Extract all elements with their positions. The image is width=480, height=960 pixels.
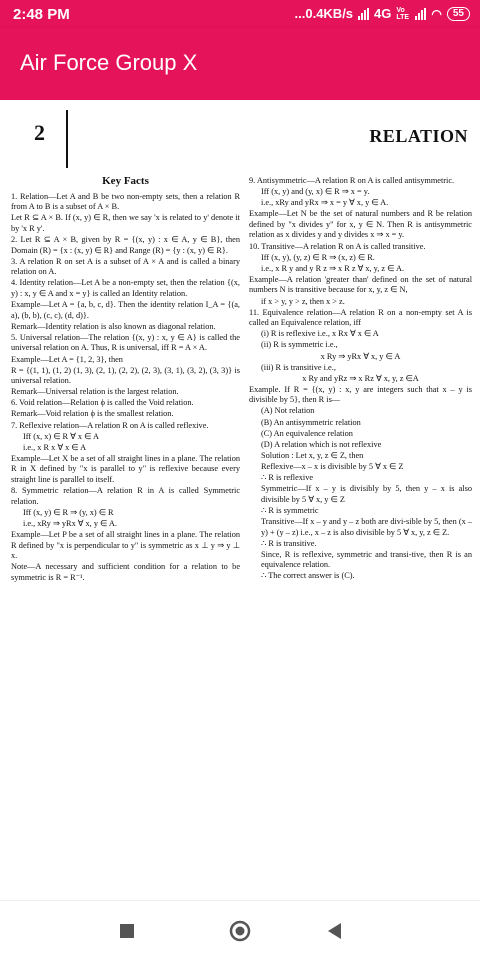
wifi-icon: ◠	[431, 6, 442, 21]
text-paragraph: if x > y, y > z, then x > z.	[261, 296, 345, 306]
status-bar	[0, 0, 480, 28]
text-paragraph: 6. Void relation—Relation ϕ is called the Void relation.	[11, 398, 194, 408]
text-paragraph: Symmetric—If x – y is divisibly by 5, then y – x is also divisible by 5 ∀ x, y ∈ Z	[261, 484, 472, 504]
text-paragraph: 7. Reflexive relation—A relation R on A is called reflexive.	[11, 420, 209, 430]
text-paragraph: 11. Equivalence relation—A relation R on a non-empty set A is called an Equivalence relation, iff	[249, 307, 472, 328]
text-paragraph: Iff (x, y), (y, z) ∈ R ⇒ (x, z) ∈ R.	[261, 252, 375, 262]
text-paragraph: Reflexive—x – x is divisible by 5 ∀ x ∈ Z	[261, 461, 404, 471]
text-paragraph: i.e., x R y and y R z ⇒ x R z ∀ x, y, z ∈ A.	[261, 263, 405, 273]
text-paragraph: (D) A relation which is not reflexive	[261, 439, 382, 449]
chapter-number: 2	[34, 120, 45, 145]
text-paragraph: Example—Let X be a set of all straight lines in a plane. The relation R in X defined by "x is parallel to y" is reflexive because every straight line is parallel to itself.	[11, 453, 240, 485]
chapter-title: RELATION	[369, 126, 468, 146]
text-paragraph: 10. Transitive—A relation R on A is called transitive.	[249, 241, 426, 251]
text-paragraph: Remark—Void relation ϕ is the smallest relation.	[11, 409, 174, 419]
text-paragraph: Iff (x, y) ∈ R ⇒ (y, x) ∈ R	[23, 507, 114, 517]
section-heading: Key Facts	[102, 175, 149, 187]
text-paragraph: Example. If R = {(x, y) : x, y are integers such that x – y is divisible by 5}, then R is—	[249, 384, 472, 405]
text-paragraph: (A) Not relation	[261, 406, 315, 416]
home-circle-icon[interactable]	[229, 920, 251, 942]
right-column	[249, 176, 472, 582]
status-time: 2:48 PM	[13, 6, 70, 23]
text-paragraph: ∴ R is symmetric	[261, 505, 319, 515]
text-paragraph: x Ry ⇒ yRx ∀ x, y ∈ A	[320, 351, 401, 361]
text-paragraph: 2. Let R ⊆ A × B, given by R = {(x, y) : x ∈ A, y ∈ B}, then Domain (R) = {x : (x, y) ∈ R} and Range (R) = {y : (x, y) ∈ R}.	[11, 234, 240, 255]
navigation-bar	[0, 900, 480, 960]
text-paragraph: Solution : Let x, y, z ∈ Z, then	[261, 450, 364, 460]
text-paragraph: Iff (x, y) and (y, x) ∈ R ⇒ x = y.	[261, 187, 370, 197]
volte-badge: Vo LTE	[396, 6, 410, 21]
stop-square-icon[interactable]	[116, 920, 138, 942]
text-paragraph: Remark—Identity relation is also known as diagonal relation.	[11, 321, 216, 331]
text-paragraph: x Ry and yRz ⇒ x Rz ∀ x, y, z ∈A	[302, 373, 419, 383]
text-paragraph: 5. Universal relation—The relation {(x, y) : x, y ∈ A} is called the universal relation on A. Thus, R is universal, iff R = A × A.	[11, 332, 240, 353]
app-bar	[0, 28, 480, 100]
text-paragraph: i.e., x R x ∀ x ∈ A	[23, 442, 87, 452]
status-indicators	[295, 6, 470, 21]
signal-icon	[358, 8, 369, 20]
text-paragraph: 8. Symmetric relation—A relation R in A is called Symmetric relation.	[11, 486, 240, 506]
text-paragraph: (ii) R is symmetric i.e.,	[261, 340, 338, 350]
text-paragraph: i.e., xRy and yRx ⇒ x = y ∀ x, y ∈ A.	[261, 198, 389, 208]
text-paragraph: ∴ R is transitive.	[261, 538, 317, 548]
text-paragraph: (C) An equivalence relation	[261, 428, 353, 438]
text-paragraph: ∴ R is reflexive	[261, 473, 314, 483]
text-paragraph: Iff (x, x) ∈ R ∀ x ∈ A	[23, 431, 99, 441]
text-paragraph: Example—Let A = {a, b, c, d}. Then the identity relation I_A = {(a, a), (b, b), (c, c), (d, d)}.	[11, 300, 240, 320]
text-paragraph: 9. Antisymmetric—A relation R on A is called antisymmetric.	[249, 176, 455, 185]
text-paragraph: (iii) R is transitive i.e.,	[261, 362, 336, 372]
text-paragraph: Example—Let A = {1, 2, 3}, then	[11, 354, 123, 364]
text-paragraph: Example—Let N be the set of natural numbers and R be relation defined by "x divides y" for x, y ∈ N. Then R is antisymmetric relation as x divides y and y divides x ⇒ x = y.	[249, 209, 472, 240]
signal-icon-2	[415, 8, 426, 20]
text-paragraph: 3. A relation R on set A is a subset of A × A and is called a binary relation on A.	[11, 256, 240, 277]
text-paragraph: (i) R is reflexive i.e., x Rx ∀ x ∈ A	[261, 329, 379, 339]
text-paragraph: Example—A relation 'greater than' defined on the set of natural numbers N is transitive because for x, y, z ∈ N,	[249, 274, 472, 295]
text-paragraph: 1. Relation—Let A and B be two non-empty sets, then a relation R from A to B is a subset of A × B.	[11, 191, 240, 212]
text-paragraph: Let R ⊆ A × B. If (x, y) ∈ R, then we say 'x is related to y' denote it by 'x R y'.	[11, 213, 240, 233]
text-paragraph: Example—Let P be a set of all straight lines in a plane. The relation R defined by "x is perpendicular to y" is symmetric as x ⊥ y ⇒ y ⊥ x.	[11, 530, 240, 561]
text-paragraph: Transitive—If x – y and y – z both are divi-sible by 5, then (x – y) + (y – z) i.e., x – z is also divisible by 5 ∀ x, y, z ∈ Z.	[261, 516, 472, 537]
text-paragraph: (B) An antisymmetric relation	[261, 417, 361, 427]
text-paragraph: i.e., xRy ⇒ yRx ∀ x, y ∈ A.	[23, 518, 117, 528]
chapter-divider	[66, 110, 68, 168]
back-triangle-icon[interactable]	[324, 920, 346, 942]
document-page[interactable]	[0, 100, 480, 900]
text-paragraph: R = {(1, 1), (1, 2) (1, 3), (2, 1), (2, 2), (2, 3), (3, 1), (3, 2), (3, 3)} is universal relation.	[11, 365, 240, 386]
text-paragraph: Since, R is reflexive, symmetric and transi-tive, then R is an equivalence relation.	[261, 549, 472, 570]
text-paragraph: Remark—Universal relation is the largest relation.	[11, 387, 179, 397]
text-paragraph: 4. Identity relation—Let A be a non-empty set, then the relation {(x, y) : x, y ∈ A and x = y} is called an Identity relation.	[11, 278, 240, 298]
text-paragraph: Note—A necessary and sufficient condition for a relation to be symmetric is R = R⁻¹.	[11, 562, 240, 582]
battery-icon: 55	[447, 7, 470, 21]
data-speed: ...0.4KB/s	[294, 6, 354, 21]
network-type: 4G	[374, 6, 392, 21]
app-title: Air Force Group X	[20, 50, 198, 75]
left-column	[11, 176, 240, 584]
text-paragraph: ∴ The correct answer is (C).	[261, 571, 355, 581]
